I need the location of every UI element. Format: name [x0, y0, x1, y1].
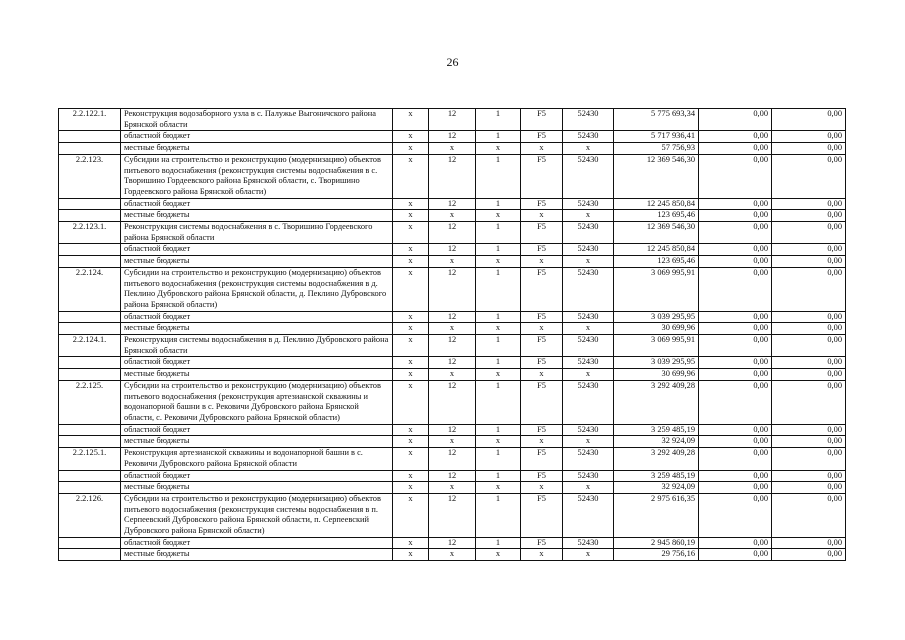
cell-value-1: 0,00 [699, 448, 772, 470]
cell-value-1: 0,00 [699, 537, 772, 549]
cell-col-1: х [393, 256, 429, 268]
cell-amount: 3 039 295,95 [614, 311, 699, 323]
table-row [59, 198, 846, 210]
cell-col-5: 52430 [563, 131, 614, 143]
cell-value-1: 0,00 [699, 549, 772, 561]
cell-value-1: 0,00 [699, 424, 772, 436]
cell-col-1: х [393, 369, 429, 381]
cell-col-2: х [429, 210, 476, 222]
cell-col-2: 12 [429, 131, 476, 143]
cell-row-name: местные бюджеты [121, 143, 393, 155]
cell-row-name: местные бюджеты [121, 323, 393, 335]
cell-col-5: 52430 [563, 537, 614, 549]
cell-col-3: 1 [476, 244, 521, 256]
cell-col-4: х [521, 549, 563, 561]
cell-col-4: F5 [521, 470, 563, 482]
cell-col-1: х [393, 436, 429, 448]
cell-col-3: 1 [476, 198, 521, 210]
cell-col-1: х [393, 493, 429, 537]
cell-value-2: 0,00 [772, 131, 846, 143]
cell-col-1: х [393, 210, 429, 222]
cell-row-code [59, 131, 121, 143]
cell-value-2: 0,00 [772, 436, 846, 448]
cell-col-2: х [429, 256, 476, 268]
cell-col-1: х [393, 109, 429, 131]
cell-col-3: 1 [476, 109, 521, 131]
cell-row-name: областной бюджет [121, 131, 393, 143]
cell-value-1: 0,00 [699, 482, 772, 494]
cell-value-2: 0,00 [772, 357, 846, 369]
table-row [59, 267, 846, 311]
cell-col-1: х [393, 357, 429, 369]
cell-col-4: F5 [521, 244, 563, 256]
cell-col-3: х [476, 549, 521, 561]
cell-col-5: 52430 [563, 244, 614, 256]
table-row [59, 143, 846, 155]
cell-col-3: х [476, 210, 521, 222]
cell-row-name: Реконструкция водозаборного узла в с. Палужье Выгоничского района Брянской области [121, 109, 393, 131]
cell-col-1: х [393, 482, 429, 494]
cell-row-name: областной бюджет [121, 357, 393, 369]
cell-row-name: Субсидии на строительство и реконструкцию (модернизацию) объектов питьевого водоснабжения (реконструкция артезианской скважины и водонапорной башни в с. Рековичи Дубровского района Брянской области, с. Рековичи Дубровского района Брянской области) [121, 380, 393, 424]
cell-amount: 12 369 546,30 [614, 154, 699, 198]
cell-col-3: 1 [476, 131, 521, 143]
cell-row-name: местные бюджеты [121, 210, 393, 222]
cell-value-1: 0,00 [699, 335, 772, 357]
cell-col-2: 12 [429, 380, 476, 424]
cell-col-5: х [563, 210, 614, 222]
cell-row-code [59, 210, 121, 222]
cell-value-2: 0,00 [772, 448, 846, 470]
cell-row-name: областной бюджет [121, 470, 393, 482]
cell-amount: 3 292 409,28 [614, 380, 699, 424]
cell-col-2: 12 [429, 311, 476, 323]
cell-col-1: х [393, 549, 429, 561]
cell-value-2: 0,00 [772, 482, 846, 494]
cell-value-1: 0,00 [699, 210, 772, 222]
cell-value-1: 0,00 [699, 436, 772, 448]
cell-row-name: Реконструкция артезианской скважины и водонапорной башни в с. Рековичи Дубровского района Брянской области [121, 448, 393, 470]
cell-row-name: областной бюджет [121, 311, 393, 323]
cell-amount: 32 924,09 [614, 436, 699, 448]
cell-col-5: 52430 [563, 493, 614, 537]
cell-col-2: 12 [429, 493, 476, 537]
cell-value-2: 0,00 [772, 256, 846, 268]
cell-row-name: местные бюджеты [121, 549, 393, 561]
cell-col-1: х [393, 222, 429, 244]
cell-col-1: х [393, 267, 429, 311]
cell-col-3: х [476, 256, 521, 268]
cell-col-3: 1 [476, 537, 521, 549]
cell-col-1: х [393, 311, 429, 323]
cell-col-3: х [476, 323, 521, 335]
cell-value-1: 0,00 [699, 470, 772, 482]
cell-col-3: х [476, 369, 521, 381]
cell-row-code [59, 424, 121, 436]
cell-col-5: 52430 [563, 380, 614, 424]
cell-value-2: 0,00 [772, 143, 846, 155]
cell-col-5: х [563, 436, 614, 448]
cell-col-5: х [563, 143, 614, 155]
cell-amount: 32 924,09 [614, 482, 699, 494]
cell-row-name: местные бюджеты [121, 256, 393, 268]
cell-row-code [59, 244, 121, 256]
cell-col-4: F5 [521, 198, 563, 210]
table-row [59, 335, 846, 357]
cell-col-3: 1 [476, 424, 521, 436]
cell-row-name: областной бюджет [121, 198, 393, 210]
cell-col-1: х [393, 335, 429, 357]
cell-amount: 30 699,96 [614, 369, 699, 381]
cell-row-name: Субсидии на строительство и реконструкцию (модернизацию) объектов питьевого водоснабжения (реконструкция системы водоснабжения в п. Серпеевский Дубровского района Брянской области, п. Серпеевский Дубровского района Брянской области) [121, 493, 393, 537]
cell-col-2: 12 [429, 448, 476, 470]
table-row [59, 436, 846, 448]
cell-value-2: 0,00 [772, 335, 846, 357]
cell-row-name: местные бюджеты [121, 436, 393, 448]
cell-col-1: х [393, 424, 429, 436]
cell-amount: 12 245 850,84 [614, 244, 699, 256]
table-row [59, 244, 846, 256]
cell-value-2: 0,00 [772, 380, 846, 424]
cell-value-2: 0,00 [772, 537, 846, 549]
cell-row-name: областной бюджет [121, 537, 393, 549]
cell-col-2: х [429, 482, 476, 494]
cell-col-2: 12 [429, 109, 476, 131]
cell-amount: 3 069 995,91 [614, 335, 699, 357]
cell-col-2: 12 [429, 357, 476, 369]
cell-row-code: 2.2.123.1. [59, 222, 121, 244]
cell-amount: 3 259 485,19 [614, 424, 699, 436]
cell-col-1: х [393, 131, 429, 143]
cell-value-2: 0,00 [772, 424, 846, 436]
cell-value-2: 0,00 [772, 109, 846, 131]
cell-col-5: х [563, 256, 614, 268]
table-row [59, 537, 846, 549]
cell-amount: 29 756,16 [614, 549, 699, 561]
table-row [59, 470, 846, 482]
cell-value-2: 0,00 [772, 222, 846, 244]
cell-amount: 3 259 485,19 [614, 470, 699, 482]
cell-col-5: 52430 [563, 109, 614, 131]
cell-col-4: х [521, 323, 563, 335]
cell-value-1: 0,00 [699, 131, 772, 143]
cell-col-4: х [521, 482, 563, 494]
table-row [59, 369, 846, 381]
table-row [59, 222, 846, 244]
table-row [59, 448, 846, 470]
cell-col-2: 12 [429, 424, 476, 436]
cell-col-2: х [429, 369, 476, 381]
cell-row-code [59, 357, 121, 369]
cell-col-2: х [429, 143, 476, 155]
table-row [59, 424, 846, 436]
cell-col-3: 1 [476, 380, 521, 424]
cell-value-1: 0,00 [699, 357, 772, 369]
cell-amount: 123 695,46 [614, 256, 699, 268]
cell-col-3: 1 [476, 493, 521, 537]
cell-amount: 12 245 850,84 [614, 198, 699, 210]
cell-col-5: 52430 [563, 424, 614, 436]
cell-col-5: 52430 [563, 470, 614, 482]
cell-row-code [59, 323, 121, 335]
cell-row-name: Субсидии на строительство и реконструкцию (модернизацию) объектов питьевого водоснабжения (реконструкция системы водоснабжения в д. Пеклино Дубровского района Брянской области, д. Пеклино Дубровского района Брянской области) [121, 267, 393, 311]
cell-col-5: 52430 [563, 222, 614, 244]
table-body [59, 109, 846, 561]
cell-amount: 30 699,96 [614, 323, 699, 335]
table-row [59, 549, 846, 561]
cell-col-2: х [429, 549, 476, 561]
cell-amount: 3 039 295,95 [614, 357, 699, 369]
cell-value-2: 0,00 [772, 493, 846, 537]
cell-row-code [59, 482, 121, 494]
cell-row-name: областной бюджет [121, 244, 393, 256]
cell-col-4: х [521, 143, 563, 155]
table-row [59, 256, 846, 268]
cell-col-3: 1 [476, 311, 521, 323]
cell-col-5: 52430 [563, 357, 614, 369]
table-row [59, 493, 846, 537]
cell-col-4: F5 [521, 154, 563, 198]
cell-row-code [59, 436, 121, 448]
cell-amount: 2 975 616,35 [614, 493, 699, 537]
cell-col-3: 1 [476, 267, 521, 311]
cell-value-2: 0,00 [772, 549, 846, 561]
cell-value-1: 0,00 [699, 244, 772, 256]
cell-value-1: 0,00 [699, 380, 772, 424]
cell-value-1: 0,00 [699, 256, 772, 268]
table-row [59, 311, 846, 323]
cell-col-4: F5 [521, 493, 563, 537]
table-row [59, 323, 846, 335]
cell-col-5: х [563, 549, 614, 561]
cell-col-2: 12 [429, 470, 476, 482]
cell-col-5: 52430 [563, 154, 614, 198]
cell-value-2: 0,00 [772, 470, 846, 482]
cell-col-2: х [429, 323, 476, 335]
table-row [59, 210, 846, 222]
cell-col-4: F5 [521, 448, 563, 470]
cell-col-1: х [393, 380, 429, 424]
cell-col-4: х [521, 369, 563, 381]
cell-row-code [59, 369, 121, 381]
cell-col-5: х [563, 482, 614, 494]
cell-value-2: 0,00 [772, 154, 846, 198]
cell-row-name: Реконструкция системы водоснабжения в д. Пеклино Дубровского района Брянской области [121, 335, 393, 357]
cell-col-5: 52430 [563, 198, 614, 210]
cell-col-2: 12 [429, 244, 476, 256]
cell-col-4: F5 [521, 335, 563, 357]
cell-col-5: 52430 [563, 448, 614, 470]
table-row [59, 357, 846, 369]
cell-value-1: 0,00 [699, 323, 772, 335]
cell-value-1: 0,00 [699, 222, 772, 244]
cell-row-name: областной бюджет [121, 424, 393, 436]
cell-col-4: F5 [521, 537, 563, 549]
cell-row-name: Субсидии на строительство и реконструкцию (модернизацию) объектов питьевого водоснабжения (реконструкция системы водоснабжения в с. Творишино Гордеевского района Брянской области, с. Творишино Гордеевского района Брянской области) [121, 154, 393, 198]
cell-row-code: 2.2.124.1. [59, 335, 121, 357]
cell-col-2: 12 [429, 267, 476, 311]
cell-col-1: х [393, 244, 429, 256]
page-number: 26 [446, 55, 459, 69]
cell-col-3: 1 [476, 335, 521, 357]
cell-row-code: 2.2.123. [59, 154, 121, 198]
cell-col-3: х [476, 482, 521, 494]
cell-value-2: 0,00 [772, 244, 846, 256]
cell-amount: 5 717 936,41 [614, 131, 699, 143]
cell-value-2: 0,00 [772, 311, 846, 323]
cell-row-code [59, 198, 121, 210]
cell-col-4: х [521, 436, 563, 448]
cell-col-4: х [521, 256, 563, 268]
cell-col-1: х [393, 470, 429, 482]
cell-value-1: 0,00 [699, 154, 772, 198]
cell-col-1: х [393, 154, 429, 198]
cell-col-5: 52430 [563, 267, 614, 311]
cell-col-3: х [476, 143, 521, 155]
cell-value-1: 0,00 [699, 267, 772, 311]
cell-col-5: х [563, 369, 614, 381]
cell-col-2: х [429, 436, 476, 448]
cell-row-name: Реконструкция системы водоснабжения в с. Творишино Гордеевского района Брянской области [121, 222, 393, 244]
cell-amount: 57 756,93 [614, 143, 699, 155]
table-row [59, 154, 846, 198]
cell-col-1: х [393, 323, 429, 335]
cell-amount: 123 695,46 [614, 210, 699, 222]
table-row [59, 131, 846, 143]
cell-col-5: 52430 [563, 311, 614, 323]
cell-col-4: F5 [521, 311, 563, 323]
table-row [59, 109, 846, 131]
cell-row-code: 2.2.125.1. [59, 448, 121, 470]
cell-value-1: 0,00 [699, 369, 772, 381]
cell-row-code: 2.2.122.1. [59, 109, 121, 131]
budget-table [58, 108, 846, 561]
cell-col-1: х [393, 143, 429, 155]
table-row [59, 380, 846, 424]
cell-row-code [59, 537, 121, 549]
cell-value-2: 0,00 [772, 323, 846, 335]
cell-col-4: F5 [521, 357, 563, 369]
cell-col-1: х [393, 537, 429, 549]
cell-row-code: 2.2.126. [59, 493, 121, 537]
cell-row-code [59, 549, 121, 561]
cell-col-2: 12 [429, 335, 476, 357]
cell-col-4: F5 [521, 109, 563, 131]
cell-col-5: 52430 [563, 335, 614, 357]
cell-col-2: 12 [429, 222, 476, 244]
cell-value-2: 0,00 [772, 198, 846, 210]
cell-col-3: 1 [476, 470, 521, 482]
cell-col-3: 1 [476, 448, 521, 470]
cell-value-2: 0,00 [772, 210, 846, 222]
cell-value-1: 0,00 [699, 198, 772, 210]
cell-col-3: 1 [476, 154, 521, 198]
cell-value-1: 0,00 [699, 493, 772, 537]
table-row [59, 482, 846, 494]
cell-row-code [59, 311, 121, 323]
cell-col-4: F5 [521, 380, 563, 424]
cell-row-code [59, 143, 121, 155]
cell-col-4: F5 [521, 424, 563, 436]
cell-row-name: местные бюджеты [121, 482, 393, 494]
cell-row-code: 2.2.124. [59, 267, 121, 311]
cell-col-4: х [521, 210, 563, 222]
cell-amount: 5 775 693,34 [614, 109, 699, 131]
cell-col-5: х [563, 323, 614, 335]
cell-col-1: х [393, 198, 429, 210]
cell-amount: 3 069 995,91 [614, 267, 699, 311]
cell-value-1: 0,00 [699, 109, 772, 131]
cell-col-2: 12 [429, 154, 476, 198]
cell-col-4: F5 [521, 267, 563, 311]
cell-value-1: 0,00 [699, 311, 772, 323]
cell-col-4: F5 [521, 222, 563, 244]
cell-row-name: местные бюджеты [121, 369, 393, 381]
cell-value-2: 0,00 [772, 369, 846, 381]
cell-col-2: 12 [429, 537, 476, 549]
cell-amount: 3 292 409,28 [614, 448, 699, 470]
cell-col-3: 1 [476, 357, 521, 369]
cell-row-code [59, 470, 121, 482]
cell-row-code [59, 256, 121, 268]
cell-amount: 2 945 860,19 [614, 537, 699, 549]
cell-col-3: х [476, 436, 521, 448]
cell-value-2: 0,00 [772, 267, 846, 311]
cell-row-code: 2.2.125. [59, 380, 121, 424]
cell-value-1: 0,00 [699, 143, 772, 155]
cell-col-4: F5 [521, 131, 563, 143]
cell-col-1: х [393, 448, 429, 470]
cell-col-3: 1 [476, 222, 521, 244]
cell-amount: 12 369 546,30 [614, 222, 699, 244]
cell-col-2: 12 [429, 198, 476, 210]
